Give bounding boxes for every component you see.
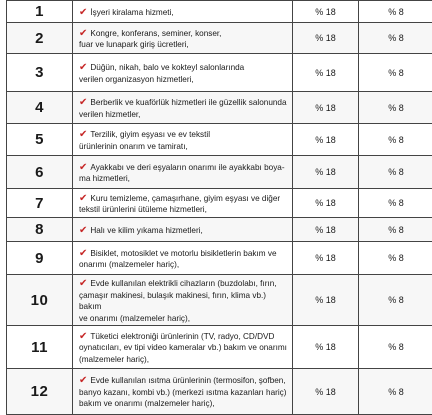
description-line: Tüketici elektroniği ürünlerinin (TV, radyo, CD/DVD xyxy=(90,331,275,341)
description-line: Ayakkabı ve deri eşyaların onarımı ile ayakkabı boya- xyxy=(90,162,285,172)
row-number: 5 xyxy=(7,124,73,155)
description-line: Halı ve kilim yıkama hizmetleri, xyxy=(90,225,203,235)
table-row xyxy=(6,242,432,275)
description-line: onarımı (malzemeler hariç), xyxy=(79,260,180,269)
description-line: Bisiklet, motosiklet ve motorlu bisikletlerin bakım ve xyxy=(90,248,277,258)
description-line: verilen hizmetler, xyxy=(79,109,141,119)
checkmark-icon: ✔ xyxy=(79,6,88,18)
rate-old: % 18 xyxy=(293,242,359,274)
rate-new: % 8 xyxy=(388,67,404,78)
vat-rates-table xyxy=(6,0,432,415)
service-description xyxy=(73,242,293,274)
row-number: 2 xyxy=(7,23,73,53)
description-line: Berberlik ve kuaförlük hizmetleri ile güzellik salonunda xyxy=(90,98,287,107)
checkmark-icon: ✔ xyxy=(79,224,88,236)
table-row xyxy=(6,92,432,124)
table-row xyxy=(6,124,432,156)
description-line: ma hizmetleri, xyxy=(79,174,130,183)
service-description xyxy=(73,326,293,368)
rate-old: % 18 xyxy=(293,218,359,241)
service-description xyxy=(73,156,293,188)
rate-new: % 8 xyxy=(388,6,404,17)
rate-new: % 8 xyxy=(388,295,404,305)
checkmark-icon: ✔ xyxy=(79,62,88,73)
row-number: 4 xyxy=(7,92,73,123)
rate-new: % 8 xyxy=(388,224,404,235)
checkmark-icon: ✔ xyxy=(79,330,88,342)
rate-new: % 8 xyxy=(388,167,404,177)
table-row xyxy=(6,326,432,369)
service-description xyxy=(73,218,293,241)
description-line: bakım ve onarımı (malzemeler hariç), xyxy=(79,399,215,409)
description-line: çamaşır makinesi, bulaşık makinesi, fırın, klima vb.) bakım xyxy=(79,290,267,311)
checkmark-icon: ✔ xyxy=(79,247,88,259)
service-description xyxy=(73,189,293,217)
table-row xyxy=(6,189,432,218)
rate-old: % 18 xyxy=(293,326,359,368)
description-line: tekstil ürünlerini ütüleme hizmetleri, xyxy=(79,205,207,214)
service-description xyxy=(73,1,293,22)
rate-new: % 8 xyxy=(388,198,404,208)
service-description xyxy=(73,92,293,123)
checkmark-icon: ✔ xyxy=(79,161,88,173)
rate-old: % 18 xyxy=(293,1,359,22)
checkmark-icon: ✔ xyxy=(79,375,88,387)
rate-old: % 18 xyxy=(293,23,359,53)
row-number: 1 xyxy=(7,1,73,22)
row-number: 12 xyxy=(7,369,73,414)
description-line: Düğün, nikah, balo ve kokteyl salonlarında xyxy=(90,63,245,72)
row-number: 3 xyxy=(7,54,73,91)
rate-old: % 18 xyxy=(293,369,359,414)
rate-new: % 8 xyxy=(388,386,404,397)
rate-old: % 18 xyxy=(293,156,359,188)
row-number: 8 xyxy=(7,218,73,241)
row-number: 7 xyxy=(7,189,73,217)
row-number: 10 xyxy=(7,275,73,325)
table-row xyxy=(6,54,432,92)
description-line: İşyeri kiralama hizmeti, xyxy=(90,7,174,17)
service-description xyxy=(73,124,293,155)
rate-old: % 18 xyxy=(293,124,359,155)
rate-new: % 8 xyxy=(388,342,404,352)
row-number: 11 xyxy=(7,326,73,368)
service-description xyxy=(73,275,293,325)
description-line: banyo kazanı, kombi vb.) (merkezi ısıtma kazanları hariç) xyxy=(79,387,287,397)
checkmark-icon: ✔ xyxy=(79,27,88,39)
description-line: ürünlerinin onarım ve tamiratı, xyxy=(79,141,188,151)
rate-old: % 18 xyxy=(293,92,359,123)
description-line: Evde kullanılan ısıtma ürünlerinin (termosifon, şofben, xyxy=(90,376,286,386)
service-description xyxy=(73,54,293,91)
description-line: oynatıcıları, ev tipi video kameralar vb.) bakım ve onarımı xyxy=(79,343,287,353)
table-row xyxy=(6,218,432,242)
table-row xyxy=(6,23,432,54)
rate-old: % 18 xyxy=(293,189,359,217)
description-line: verilen organizasyon hizmetleri, xyxy=(79,74,194,84)
rate-old: % 18 xyxy=(293,275,359,325)
rate-new: % 8 xyxy=(388,134,404,145)
description-line: ve onarımı (malzemeler hariç), xyxy=(79,313,191,323)
rate-old: % 18 xyxy=(293,54,359,91)
description-line: fuar ve lunapark giriş ücretleri, xyxy=(79,40,189,49)
table-row xyxy=(6,369,432,415)
table-row xyxy=(6,275,432,326)
description-line: Kuru temizleme, çamaşırhane, giyim eşyası ve diğer xyxy=(90,193,281,203)
row-number: 6 xyxy=(7,156,73,188)
description-line: (malzemeler hariç), xyxy=(79,354,150,364)
rate-new: % 8 xyxy=(388,33,404,43)
row-number: 9 xyxy=(7,242,73,274)
table-row xyxy=(6,1,432,23)
description-line: Terzilik, giyim eşyası ve ev tekstil xyxy=(90,130,211,139)
service-description xyxy=(73,369,293,414)
table-row xyxy=(6,156,432,189)
description-line: Evde kullanılan elektrikli cihazların (buzdolabı, fırın, xyxy=(90,279,277,288)
checkmark-icon: ✔ xyxy=(79,97,88,108)
checkmark-icon: ✔ xyxy=(79,278,88,289)
service-description xyxy=(73,23,293,53)
checkmark-icon: ✔ xyxy=(79,192,88,204)
rate-new: % 8 xyxy=(388,102,404,113)
rate-new: % 8 xyxy=(388,253,404,263)
checkmark-icon: ✔ xyxy=(79,129,88,140)
description-line: Kongre, konferans, seminer, konser, xyxy=(90,28,222,38)
